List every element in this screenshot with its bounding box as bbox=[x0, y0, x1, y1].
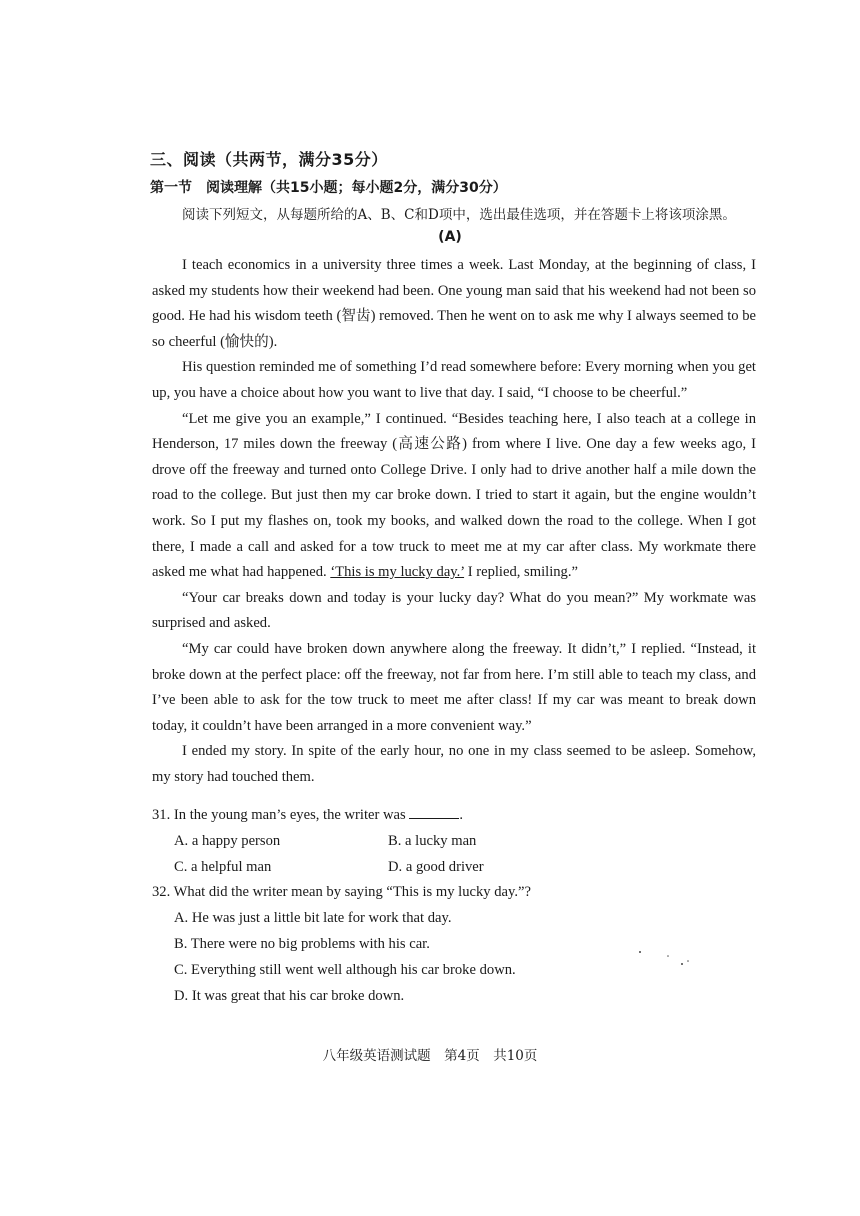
question-31-option-b: B. a lucky man bbox=[388, 832, 477, 849]
lucky-day-quote: ‘This is my lucky day.’ bbox=[330, 564, 465, 581]
answer-blank bbox=[409, 804, 459, 819]
reading-passage bbox=[152, 253, 756, 790]
part-title: 第一节 阅读理解（共15小题；每小题2分，满分30分） bbox=[150, 180, 507, 196]
scan-specks bbox=[630, 948, 700, 972]
question-31-options-row-2 bbox=[152, 855, 756, 881]
page-footer: 八年级英语测试题 第4页 共10页 bbox=[322, 1048, 538, 1064]
question-32-stem: 32. What did the writer mean by saying “This is my lucky day.”? bbox=[152, 884, 531, 901]
passage-paragraph-2: His question reminded me of something I’d read somewhere before: Every morning when you get up, you have a choice about how you want to live that day. I said, “I choose to be cheerful.” bbox=[152, 359, 756, 401]
paragraph-3-text: “Let me give you an example,” I continued. “Besides teaching here, I also teach at a college in Henderson, 17 miles down the freeway (高速公路) from where I live. One day a few weeks ago, I drove off the freeway and turned onto College Drive. I only had to drive another half a mile down the road to the college. But just then my car broke down. I tried to start it again, but the engine wouldn’t work. So I put my flashes on, took my books, and walked down the road to the college. When I got there, I made a call and asked for a tow truck to meet me at my car after class. My workmate there asked me what had happened. bbox=[152, 410, 756, 581]
instruction-text: 阅读下列短文，从每题所给的A、B、C和D项中，选出最佳选项，并在答题卡上将该项涂黑。 bbox=[182, 207, 736, 223]
section-title: 三、阅读（共两节，满分35分） bbox=[150, 150, 388, 169]
passage-paragraph-4: “Your car breaks down and today is your lucky day? What do you mean?” My workmate was surprised and asked. bbox=[152, 589, 756, 632]
question-32-option-b: B. There were no big problems with his car. bbox=[174, 935, 430, 952]
paragraph-3-ending: I replied, smiling.” bbox=[464, 564, 578, 581]
question-31-option-d: D. a good driver bbox=[388, 858, 484, 875]
question-32-option-a: A. He was just a little bit late for work that day. bbox=[174, 910, 452, 927]
question-list bbox=[152, 803, 756, 1009]
question-31-options-row-1 bbox=[152, 829, 756, 855]
question-31-text: 31. In the young man’s eyes, the writer was bbox=[152, 807, 410, 823]
question-32-option-d: D. It was great that his car broke down. bbox=[174, 987, 405, 1004]
passage-label: (A) bbox=[438, 229, 462, 245]
question-32-option-c: C. Everything still went well although his car broke down. bbox=[174, 961, 516, 978]
passage-paragraph-5: “My car could have broken down anywhere along the freeway. It didn’t,” I replied. “Instead, it broke down at the perfect place: off the freeway, not far from here. I’m still able to teach my class, and I’ve been able to ask for the tow truck to meet me after class! If my car was meant to break down today, it couldn’t have been arranged in a more convenient way.” bbox=[152, 640, 756, 734]
question-31-stem bbox=[152, 803, 756, 829]
question-31-option-a: A. a happy person bbox=[174, 832, 281, 849]
passage-paragraph-6: I ended my story. In spite of the early hour, no one in my class seemed to be asleep. Somehow, my story had touched them. bbox=[152, 743, 756, 785]
passage-paragraph-3 bbox=[152, 407, 756, 586]
question-31-period: . bbox=[459, 807, 464, 823]
question-31-option-c: C. a helpful man bbox=[174, 858, 272, 875]
passage-paragraph-1: I teach economics in a university three times a week. Last Monday, at the beginning of class, I asked my students how their weekend had been. One young man said that his weekend had not been so good. He had his wisdom teeth (智齿) removed. Then he went on to ask me why I always seemed to be so cheerful (愉快的). bbox=[152, 257, 756, 350]
